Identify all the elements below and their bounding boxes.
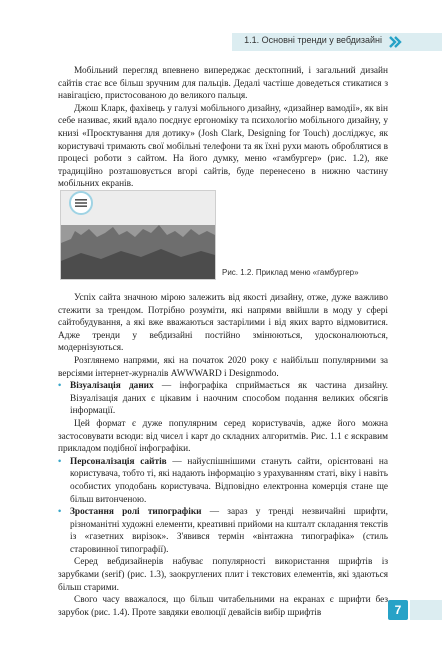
city-skyline-photo — [61, 191, 215, 279]
running-header-title: 1.1. Основні тренди у вебдизайні — [244, 35, 382, 45]
paragraph: Розглянемо напрями, які на початок 2020 року є найбільш популярними за версіями інтернет-журналів AWWWARD і Designmodo. — [58, 355, 388, 379]
paragraph: Мобільний перегляд впевнено випереджає десктопний, і загальний дизайн сайтів стає все більш зручним для пальців. Дедалі частіше доведеться стикатися з навігацією, пристосованою до великого пальця. — [58, 66, 388, 102]
figure-caption: Рис. 1.2. Приклад меню «гамбургер» — [222, 268, 359, 277]
list-item — [58, 506, 388, 556]
paragraph: Успіх сайта значною мірою залежить від якості дизайну, отже, дуже важливо стежити за трендом. Потрібно розуміти, які напрями ввійшли в моду у сфері сайтобудування, а які вже вважаються застарілими і від яких варто відмовитися. Адже тренди у вебдизайні постійно змінюються, удосконалюються, модернізуються. — [58, 293, 388, 354]
footer-strip — [410, 600, 442, 620]
paragraph: Джош Кларк, фахівець у галузі мобільного дизайну, «дизайнер вамодії», як він себе називає, який вдало поєднує ергономіку та психологію мобільного дизайну, у книзі «Проєктування для дотику» (Josh Clark, Designing for Touch) досліджує, як користувачі тримають свої мобільні телефони та як їхні рухи мають оброблятися в процесі роботи з сайтом. На його думку, меню «гамбургер» (рис. 1.2), яке традиційно розташовується вгорі сайтів, буде перенесено в нижню частину мобільних екранів. — [58, 103, 388, 190]
bullet-term: Зростання ролі типографіки — [70, 507, 202, 518]
list-item — [58, 380, 388, 418]
figure-hamburger-menu-example — [60, 190, 216, 280]
bullet-text: — зараз у тренді незвичайні шрифти, різноманітні художні елементи, креативні прийоми на кшталт складання текстів із «газетних вирізок». З'явився термін «вінтажна типографіка» (стиль старовинної типографії). — [70, 507, 389, 555]
paragraph: Серед вебдизайнерів набуває популярності використання шрифтів із зарубками (serif) (рис. 1.3), заокруглених плит і текстових елементів, які здаються більш старими. — [58, 557, 388, 593]
list-item — [58, 456, 388, 506]
bullet-text: — найуспішнішими стануть сайти, орієнтовані на користувача, тобто ті, які надають інформацію з урахуванням статі, віку і навіть особистих уподобань користувача. Відповідно електронна комерція стане ще більш витонченою. — [70, 456, 388, 505]
bullet-icon: • — [58, 456, 62, 467]
paragraph: Свого часу вважалося, що більш читабельними на екранах є шрифти без зарубок (рис. 1.4). Проте завдяки еволюції девайсів вибір шрифтів — [58, 595, 388, 618]
page-number: 7 — [388, 600, 408, 620]
bullet-term: Візуалізація даних — [70, 381, 154, 392]
paragraph: Цей формат є дуже популярним серед користувачів, адже його можна застосовувати всюди: від чисел і карт до складних алгоритмів. Рис. 1.1 є яскравим прикладом подібної інфографіки. — [58, 418, 388, 455]
text-block-main — [58, 292, 388, 619]
text-block-top — [58, 65, 388, 191]
bullet-icon: • — [58, 507, 62, 518]
bullet-icon: • — [58, 381, 62, 392]
bullet-text: — інфографіка сприймається як частина дизайну. Візуалізація даних є цікавим і наочним способом подання великих обсягів інформації. — [70, 381, 388, 417]
double-chevron-right-icon — [388, 35, 402, 49]
bullet-term: Персоналізація сайтів — [70, 456, 167, 467]
